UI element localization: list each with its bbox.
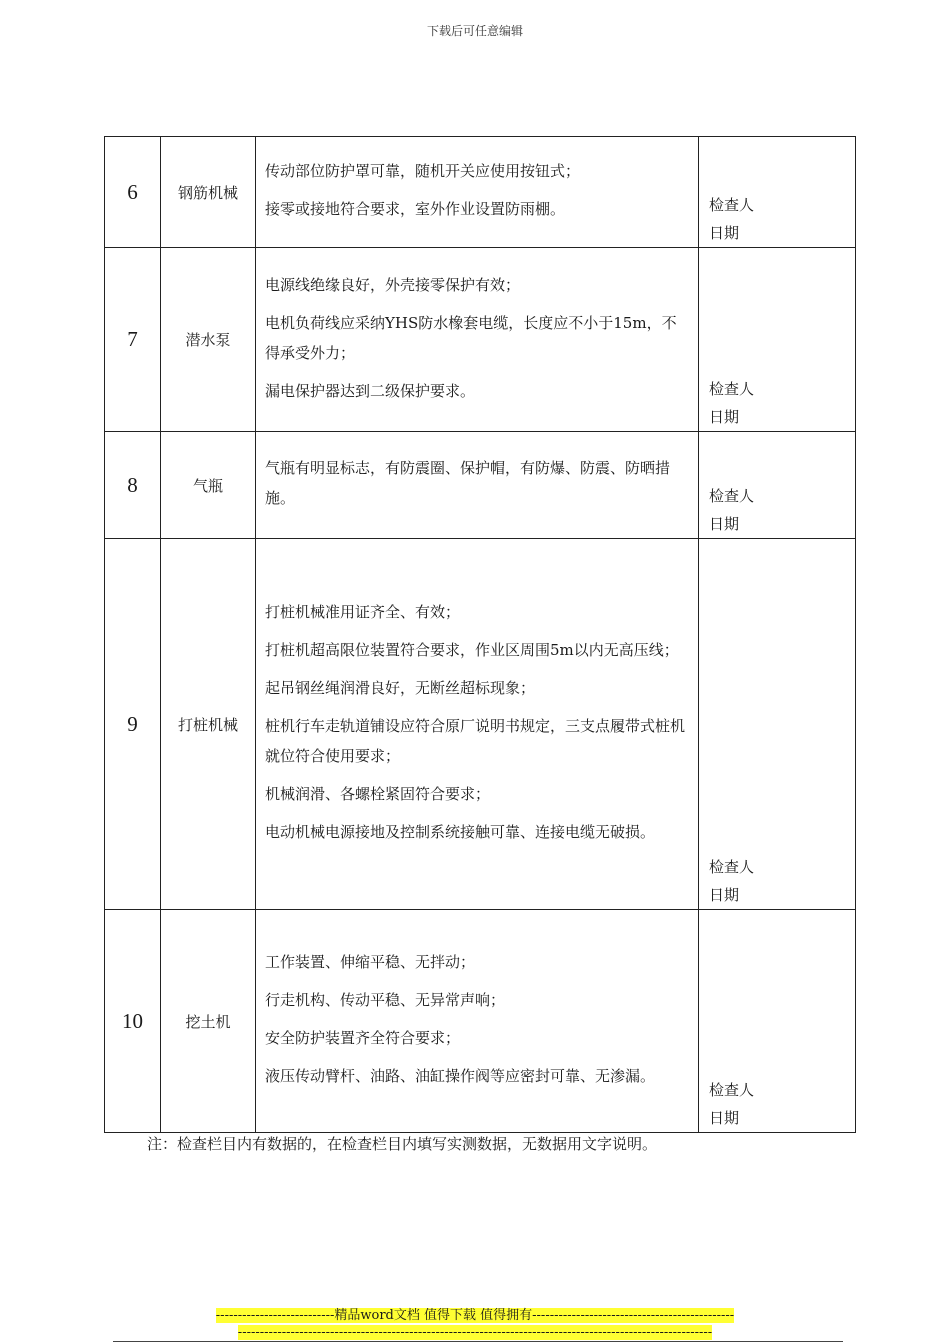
row-number: 6: [105, 137, 161, 248]
check-item: 打桩机超高限位装置符合要求，作业区周围5m以内无高压线；: [265, 641, 679, 659]
table-row: [105, 539, 856, 910]
table-row: [105, 137, 856, 248]
check-item: 工作装置、伸缩平稳、无拌动；: [265, 953, 476, 971]
inspector-label: 检查人: [709, 487, 755, 505]
inspection-table-body: [105, 137, 856, 1133]
footer-banner-line-2: ------------------------------------------------------------------------------------------------------------: [237, 1325, 713, 1340]
equipment-name: 打桩机械: [161, 539, 256, 910]
inspector-cell: [699, 539, 856, 910]
equipment-name: 潜水泵: [161, 248, 256, 432]
bottom-divider: [113, 1341, 843, 1342]
row-number: 8: [105, 432, 161, 539]
equipment-name: 气瓶: [161, 432, 256, 539]
table-row: [105, 248, 856, 432]
equipment-name: 挖土机: [161, 910, 256, 1133]
inspector-label: 检查人: [709, 380, 755, 398]
footer-banner-2: [0, 1325, 950, 1341]
check-item: 电机负荷线应采纳YHS防水橡套电缆，长度应不小于15m，不得承受外力；: [265, 313, 677, 362]
date-label: 日期: [709, 408, 740, 426]
header-note: 下载后可任意编辑: [426, 24, 523, 38]
check-items: [256, 432, 699, 539]
check-item: 安全防护装置齐全符合要求；: [265, 1029, 461, 1047]
check-items: [256, 248, 699, 432]
inspector-cell: [699, 432, 856, 539]
date-label: 日期: [709, 515, 740, 533]
date-label: 日期: [709, 886, 740, 904]
check-item: 接零或接地符合要求，室外作业设置防雨棚。: [265, 200, 566, 218]
table-row: [105, 910, 856, 1133]
check-item: 行走机构、传动平稳、无异常声响；: [265, 991, 506, 1009]
inspector-cell: [699, 137, 856, 248]
row-number: 7: [105, 248, 161, 432]
check-item: 起吊钢丝绳润滑良好，无断丝超标现象；: [265, 679, 536, 697]
check-item: 气瓶有明显标志，有防震圈、保护帽，有防爆、防震、防晒措施。: [265, 459, 671, 507]
check-item: 机械润滑、各螺栓紧固符合要求；: [265, 785, 491, 803]
footer-banner-line-1: ---------------------------精品word文档 值得下载 值得拥有----------------------------------------------: [215, 1308, 735, 1323]
inspector-label: 检查人: [709, 858, 755, 876]
row-number: 10: [105, 910, 161, 1133]
check-item: 打桩机械准用证齐全、有效；: [265, 603, 461, 621]
check-item: 漏电保护器达到二级保护要求。: [265, 381, 476, 400]
equipment-name: 钢筋机械: [161, 137, 256, 248]
row-number: 9: [105, 539, 161, 910]
check-items: [256, 910, 699, 1133]
check-item: 电动机械电源接地及控制系统接触可靠、连接电缆无破损。: [265, 823, 656, 841]
check-item: 传动部位防护罩可靠，随机开关应使用按钮式；: [265, 162, 581, 180]
check-item: 电源线绝缘良好，外壳接零保护有效；: [265, 275, 521, 294]
inspector-label: 检查人: [709, 196, 755, 214]
check-item: 液压传动臂杆、油路、油缸操作阀等应密封可靠、无渗漏。: [265, 1067, 656, 1085]
check-items: [256, 137, 699, 248]
table-row: [105, 432, 856, 539]
inspector-cell: [699, 248, 856, 432]
date-label: 日期: [709, 224, 740, 242]
check-items: [256, 539, 699, 910]
footnote: 注：检查栏目内有数据的，在检查栏目内填写实测数据，无数据用文字说明。: [147, 1135, 658, 1153]
date-label: 日期: [709, 1109, 740, 1127]
footer-banner: [0, 1308, 950, 1324]
check-item: 桩机行车走轨道铺设应符合原厂说明书规定，三支点履带式桩机就位符合使用要求；: [265, 717, 686, 765]
inspector-label: 检查人: [709, 1081, 755, 1099]
inspector-cell: [699, 910, 856, 1133]
inspection-table: [104, 136, 856, 1133]
